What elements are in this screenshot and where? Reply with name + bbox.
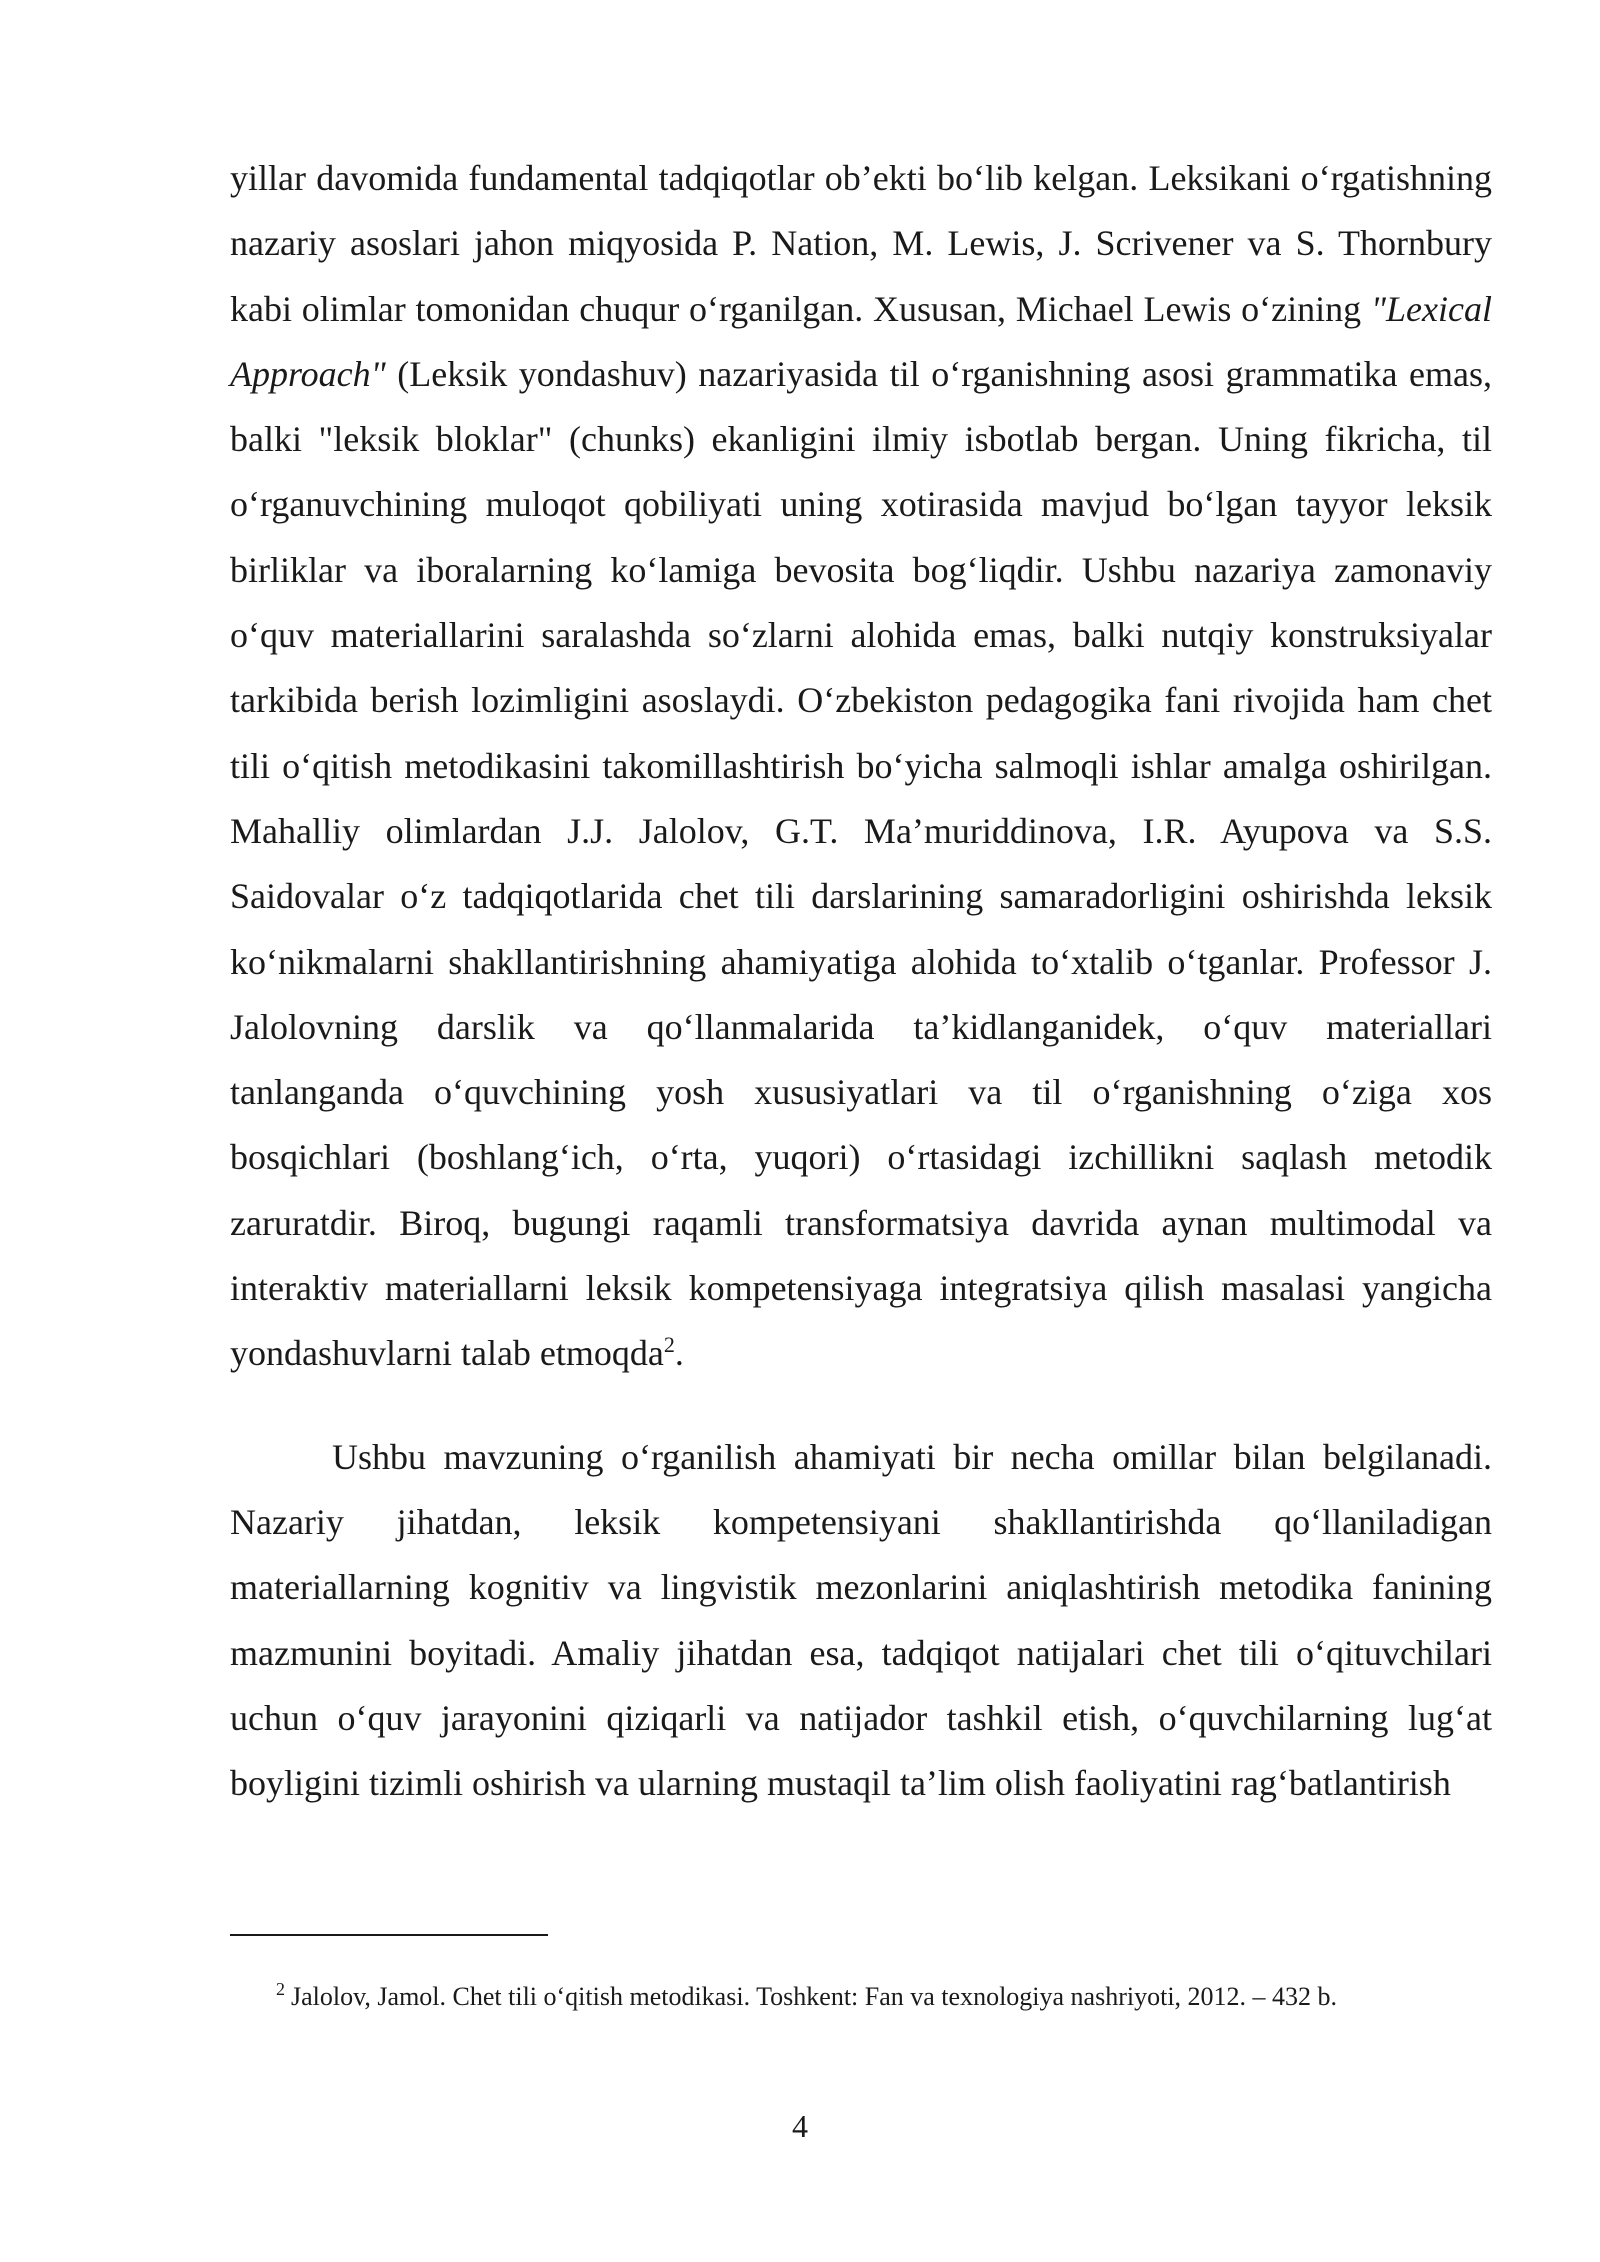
footnote-separator bbox=[230, 1934, 548, 1936]
footnote-number: 2 bbox=[276, 1979, 285, 1999]
footnote-text: Jalolov, Jamol. Chet tili o‘qitish metodikasi. Toshkent: Fan va texnologiya nashriyoti, 2012. – 432 b. bbox=[291, 1982, 1338, 2011]
body-text bbox=[230, 146, 1492, 1816]
lexical-approach-term: "Lexical Approach" bbox=[230, 288, 1492, 394]
paragraph-2: Ushbu mavzuning o‘rganilish ahamiyati bir necha omillar bilan belgilanadi. Nazariy jihatdan, leksik kompetensiyani shakllantirishda qo‘llaniladigan materiallarning kognitiv va lingvistik mezonlarini aniqlashtirish metodika fanining mazmunini boyitadi. Amaliy jihatdan esa, tadqiqot natijalari chet tili o‘qituvchilari uchun o‘quv jarayonini qiziqarli va natijador tashkil etish, o‘quvchilarning lug‘at boyligini tizimli oshirish va ularning mustaqil ta’lim olish faoliyatini rag‘batlantirish bbox=[230, 1436, 1492, 1804]
paragraph-1-text-start: yillar davomida fundamental tadqiqotlar ob’ekti bo‘lib kelgan. Leksikani o‘rgatishning nazariy asoslari jahon miqyosida P. Nation, M. Lewis, J. Scrivener va S. Thornbury kabi olimlar tomonidan chuqur o‘rganilgan. Xususan, Michael Lewis o‘zining bbox=[230, 158, 1492, 329]
paragraph-1 bbox=[230, 146, 1492, 1387]
footnote bbox=[276, 1980, 1492, 2014]
paragraph-1-text-continued: (Leksik yondashuv) nazariyasida til o‘rganishning asosi grammatika emas, balki "leksik bloklar" (chunks) ekanligini ilmiy isbotlab bergan. Uning fikricha, til o‘rganuvchining muloqot qobiliyati uning xotirasida mavjud bo‘lgan tayyor leksik birliklar va iboralarning ko‘lamiga bevosita bog‘liqdir. Ushbu nazariya zamonaviy o‘quv materiallarini saralashda so‘zlarni alohida emas, balki nutqiy konstruksiyalar tarkibida berish lozimligini asoslaydi. O‘zbekiston pedagogika fani rivojida ham chet tili o‘qitish metodikasini takomillashtirish bo‘yicha salmoqli ishlar amalga oshirilgan. Mahalliy olimlardan J.J. Jalolov, G.T. Ma’muriddinova, I.R. Ayupova va S.S. Saidovalar o‘z tadqiqotlarida chet tili darslarining samaradorligini oshirishda leksik ko‘nikmalarni shakllantirishning ahamiyatiga alohida to‘xtalib o‘tganlar. Professor J. Jalolovning darslik va qo‘llanmalarida ta’kidlanganidek, o‘quv materiallari tanlanganda o‘quvchining yosh xususiyatlari va til o‘rganishning o‘ziga xos bosqichlari (boshlang‘ich, o‘rta, yuqori) o‘rtasidagi izchillikni saqlash metodik zaruratdir. Biroq, bugungi raqamli transformatsiya davrida aynan multimodal va interaktiv materiallarni leksik kompetensiyaga integratsiya qilish masalasi yangicha yondashuvlarni talab etmoqda bbox=[230, 353, 1492, 1374]
footnote-reference[interactable]: 2 bbox=[663, 1332, 675, 1358]
paragraph-1-text-end: . bbox=[674, 1333, 684, 1374]
page-number: 4 bbox=[792, 2108, 808, 2144]
